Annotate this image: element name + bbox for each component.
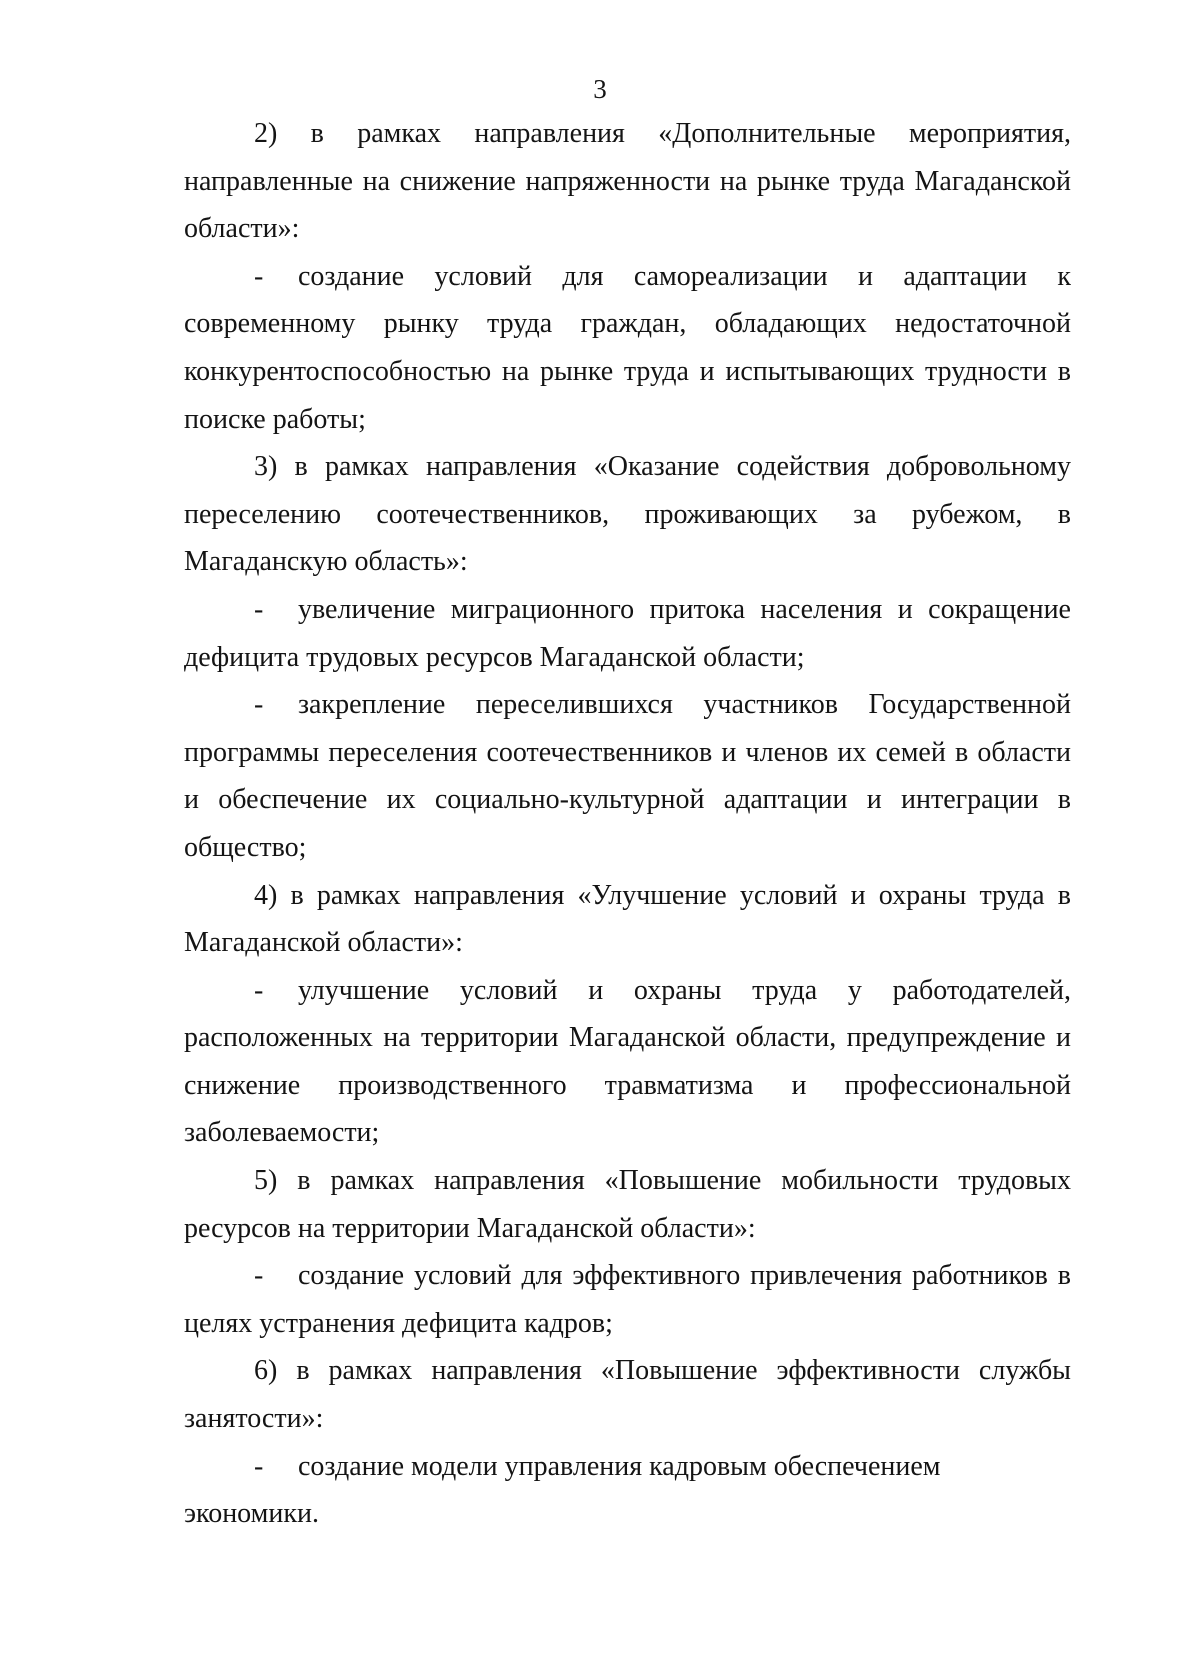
bullet-dash: - [254,689,264,721]
page-number: 3 [593,74,607,104]
bullet-dash: - [254,1450,264,1482]
bullet-dash: - [254,1260,264,1292]
bullet-text: создание условий для эффективного привлечения работников в целях устранения дефицита кадров; [184,1260,1071,1339]
bullet-text: закрепление переселившихся участников Государственной программы переселения соотечественников и членов их семей в области и обеспечение их социально-культурной адаптации и интеграции в общество; [184,689,1071,863]
bullet-item [184,967,1071,1157]
bullet-text: создание модели управления кадровым обеспечением экономики. [184,1450,941,1530]
bullet-item [184,681,1071,871]
bullet-item [184,586,1071,681]
bullet-item [184,1252,1071,1347]
list-item-3: 3) в рамках направления «Оказание содействия добровольному переселению соотечественников, проживающих за рубежом, в Магаданскую область»: [184,451,1071,578]
list-item-4: 4) в рамках направления «Улучшение условий и охраны труда в Магаданской области»: [184,879,1071,959]
list-item-2: 2) в рамках направления «Дополнительные мероприятия, направленные на снижение напряженности на рынке труда Магаданской области»: [184,118,1071,245]
bullet-text: создание условий для самореализации и адаптации к современному рынку труда граждан, обладающих недостаточной конкурентоспособностью на рынке труда и испытывающих трудности в поиске работы; [184,260,1071,435]
bullet-dash: - [254,260,264,292]
document-body [184,110,1071,1538]
bullet-dash: - [254,593,264,625]
bullet-dash: - [254,974,264,1006]
list-item-6: 6) в рамках направления «Повышение эффективности службы занятости»: [184,1355,1071,1435]
bullet-text: улучшение условий и охраны труда у работодателей, расположенных на территории Магаданской области, предупреждение и снижение производственного травматизма и профессиональной заболеваемости; [184,974,1071,1149]
bullet-text: увеличение миграционного притока населения и сокращение дефицита трудовых ресурсов Магаданской области; [184,593,1071,673]
list-item-5: 5) в рамках направления «Повышение мобильности трудовых ресурсов на территории Магаданской области»: [184,1165,1071,1244]
bullet-item [184,1443,1071,1538]
bullet-item [184,253,1071,443]
